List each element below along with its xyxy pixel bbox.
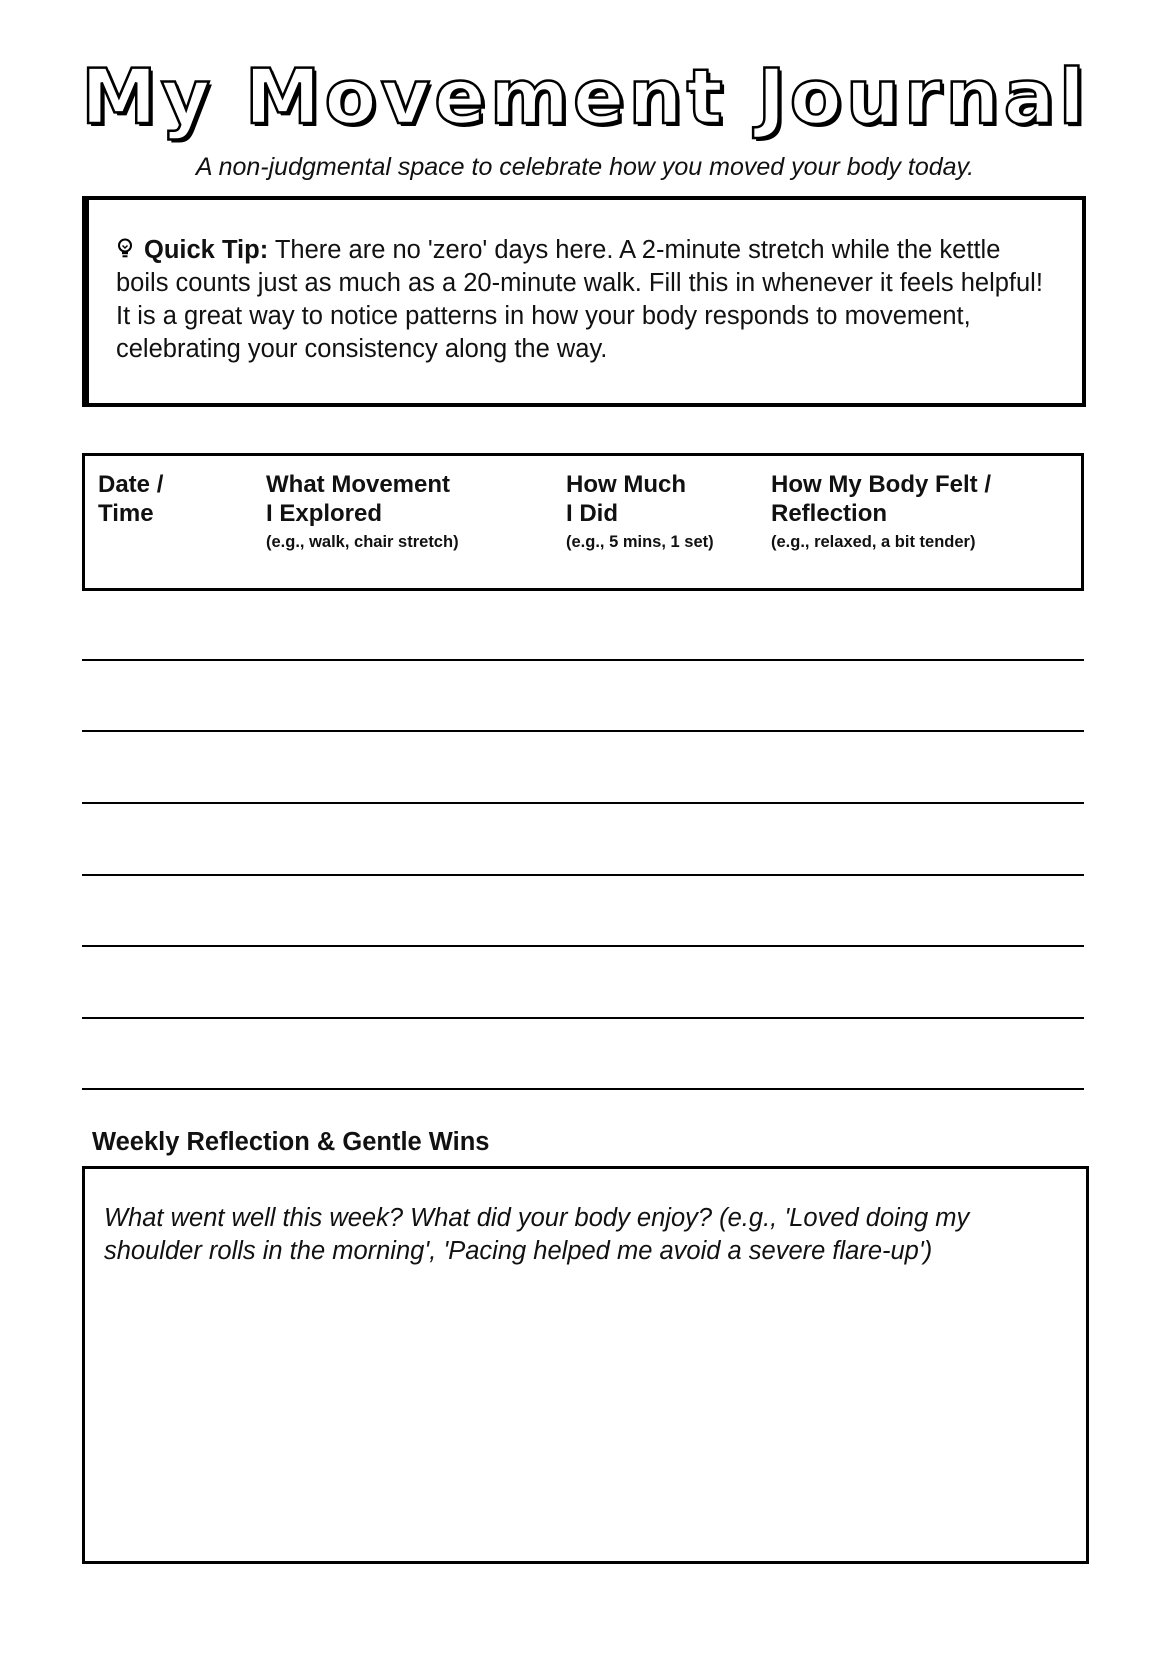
weekly-reflection-heading: Weekly Reflection & Gentle Wins bbox=[92, 1128, 490, 1156]
column-date-time bbox=[98, 470, 163, 528]
column-title: How My Body Felt / Reflection bbox=[771, 471, 992, 527]
column-body-felt bbox=[771, 470, 991, 553]
column-example: (e.g., walk, chair stretch) bbox=[266, 533, 459, 551]
column-title: How Much I Did bbox=[566, 471, 686, 527]
weekly-reflection-prompt: What went well this week? What did your body enjoy? (e.g., 'Loved doing my shoulder rolls in the morning', 'Pacing helped me avoid a severe flare-up') bbox=[104, 1204, 970, 1265]
column-example: (e.g., 5 mins, 1 set) bbox=[566, 533, 714, 551]
movement-log-header bbox=[82, 453, 1084, 591]
column-example: (e.g., relaxed, a bit tender) bbox=[771, 533, 976, 551]
entry-line[interactable] bbox=[82, 1088, 1084, 1090]
column-title: What Movement I Explored bbox=[266, 471, 451, 527]
weekly-reflection-box[interactable] bbox=[82, 1166, 1089, 1564]
page-title: My Movement Journal bbox=[81, 52, 1089, 141]
quick-tip-box bbox=[82, 196, 1086, 407]
lightbulb-icon bbox=[116, 238, 134, 260]
page-subtitle: A non-judgmental space to celebrate how you moved your body today. bbox=[195, 153, 975, 181]
entry-line[interactable] bbox=[82, 874, 1084, 876]
quick-tip-label: Quick Tip: bbox=[144, 236, 269, 264]
entry-line[interactable] bbox=[82, 802, 1084, 804]
entry-line[interactable] bbox=[82, 659, 1084, 661]
quick-tip-text bbox=[116, 234, 1054, 366]
column-movement bbox=[266, 470, 459, 553]
entry-line[interactable] bbox=[82, 1017, 1084, 1019]
entry-line[interactable] bbox=[82, 945, 1084, 947]
entry-line[interactable] bbox=[82, 730, 1084, 732]
column-title: Date / Time bbox=[98, 471, 164, 527]
quick-tip-body: There are no 'zero' days here. A 2-minute stretch while the kettle boils counts just as much as a 20-minute walk. Fill this in whenever it feels helpful! It is a great way to notice patterns in how your body responds to movement, celebrating your consistency along the way. bbox=[116, 236, 1043, 363]
column-amount bbox=[566, 470, 714, 553]
